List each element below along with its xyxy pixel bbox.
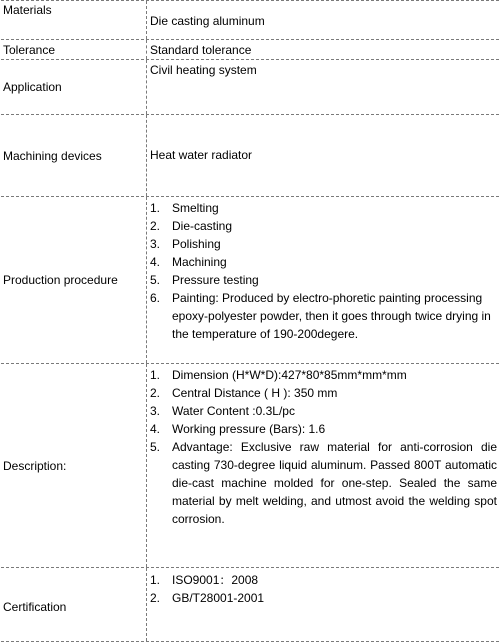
spec-table <box>1 0 499 642</box>
item-number: 4. <box>150 255 161 269</box>
list-item <box>150 402 497 420</box>
value-materials: Die casting aluminum <box>150 14 265 28</box>
row-materials <box>1 0 499 40</box>
list-item <box>150 384 497 402</box>
row-certification <box>1 568 499 642</box>
item-text: Central Distance ( H ): 350 mm <box>172 386 338 400</box>
item-number: 5. <box>150 273 161 287</box>
item-number: 3. <box>150 404 161 418</box>
list-item <box>150 235 497 253</box>
item-number: 1. <box>150 201 161 215</box>
label-description: Description: <box>1 364 147 567</box>
label-application: Application <box>1 60 147 114</box>
item-text: Die-casting <box>172 219 233 233</box>
list-item <box>150 438 497 528</box>
item-text: Advantage: Exclusive raw material for anti-corrosion die casting 730-degree liquid aluminum. Passed 800T automatic die-cast machine molded for one-step. Sealed the same material by melt welding, and utmost avoid the welding spot corrosion. <box>172 440 497 526</box>
item-number: 6. <box>150 291 161 305</box>
item-number: 3. <box>150 237 161 251</box>
list-item <box>150 199 497 217</box>
list-item <box>150 366 497 384</box>
list-item <box>150 289 497 343</box>
item-number: 2. <box>150 386 161 400</box>
label-machining-devices: Machining devices <box>1 115 147 196</box>
item-text: Painting: Produced by electro-phoretic painting processing epoxy-polyester powder, then it goes through twice drying in the temperature of 190-200degere. <box>172 291 491 341</box>
value-application: Civil heating system <box>150 63 257 77</box>
value-machining-devices: Heat water radiator <box>150 148 253 162</box>
list-item <box>150 271 497 289</box>
item-text: Dimension (H*W*D):427*80*85mm*mm*mm <box>172 368 407 382</box>
production-steps <box>147 197 499 363</box>
item-text: GB/T28001-2001 <box>172 591 265 605</box>
item-number: 4. <box>150 422 161 436</box>
item-number: 1. <box>150 573 161 587</box>
item-text: Pressure testing <box>172 273 259 287</box>
item-number: 5. <box>150 440 161 454</box>
label-materials: Materials <box>1 1 147 39</box>
item-text: ISO9001：2008 <box>172 573 259 587</box>
row-machining-devices <box>1 115 499 197</box>
list-item <box>150 217 497 235</box>
list-item <box>150 253 497 271</box>
list-item <box>150 589 497 607</box>
item-number: 1. <box>150 368 161 382</box>
item-text: Machining <box>172 255 227 269</box>
row-tolerance <box>1 40 499 60</box>
label-certification: Certification <box>1 568 147 641</box>
item-text: Water Content :0.3L/pc <box>172 404 295 418</box>
label-production-procedure: Production procedure <box>1 197 147 363</box>
description-items <box>147 364 499 567</box>
item-number: 2. <box>150 219 161 233</box>
list-item <box>150 571 497 589</box>
item-number: 2. <box>150 591 161 605</box>
item-text: Polishing <box>172 237 221 251</box>
row-description <box>1 364 499 568</box>
certification-items <box>147 568 499 641</box>
row-production-procedure <box>1 197 499 364</box>
list-item <box>150 420 497 438</box>
value-tolerance: Standard tolerance <box>150 43 252 57</box>
row-application <box>1 60 499 115</box>
label-tolerance: Tolerance <box>1 40 147 59</box>
item-text: Working pressure (Bars): 1.6 <box>172 422 326 436</box>
item-text: Smelting <box>172 201 219 215</box>
